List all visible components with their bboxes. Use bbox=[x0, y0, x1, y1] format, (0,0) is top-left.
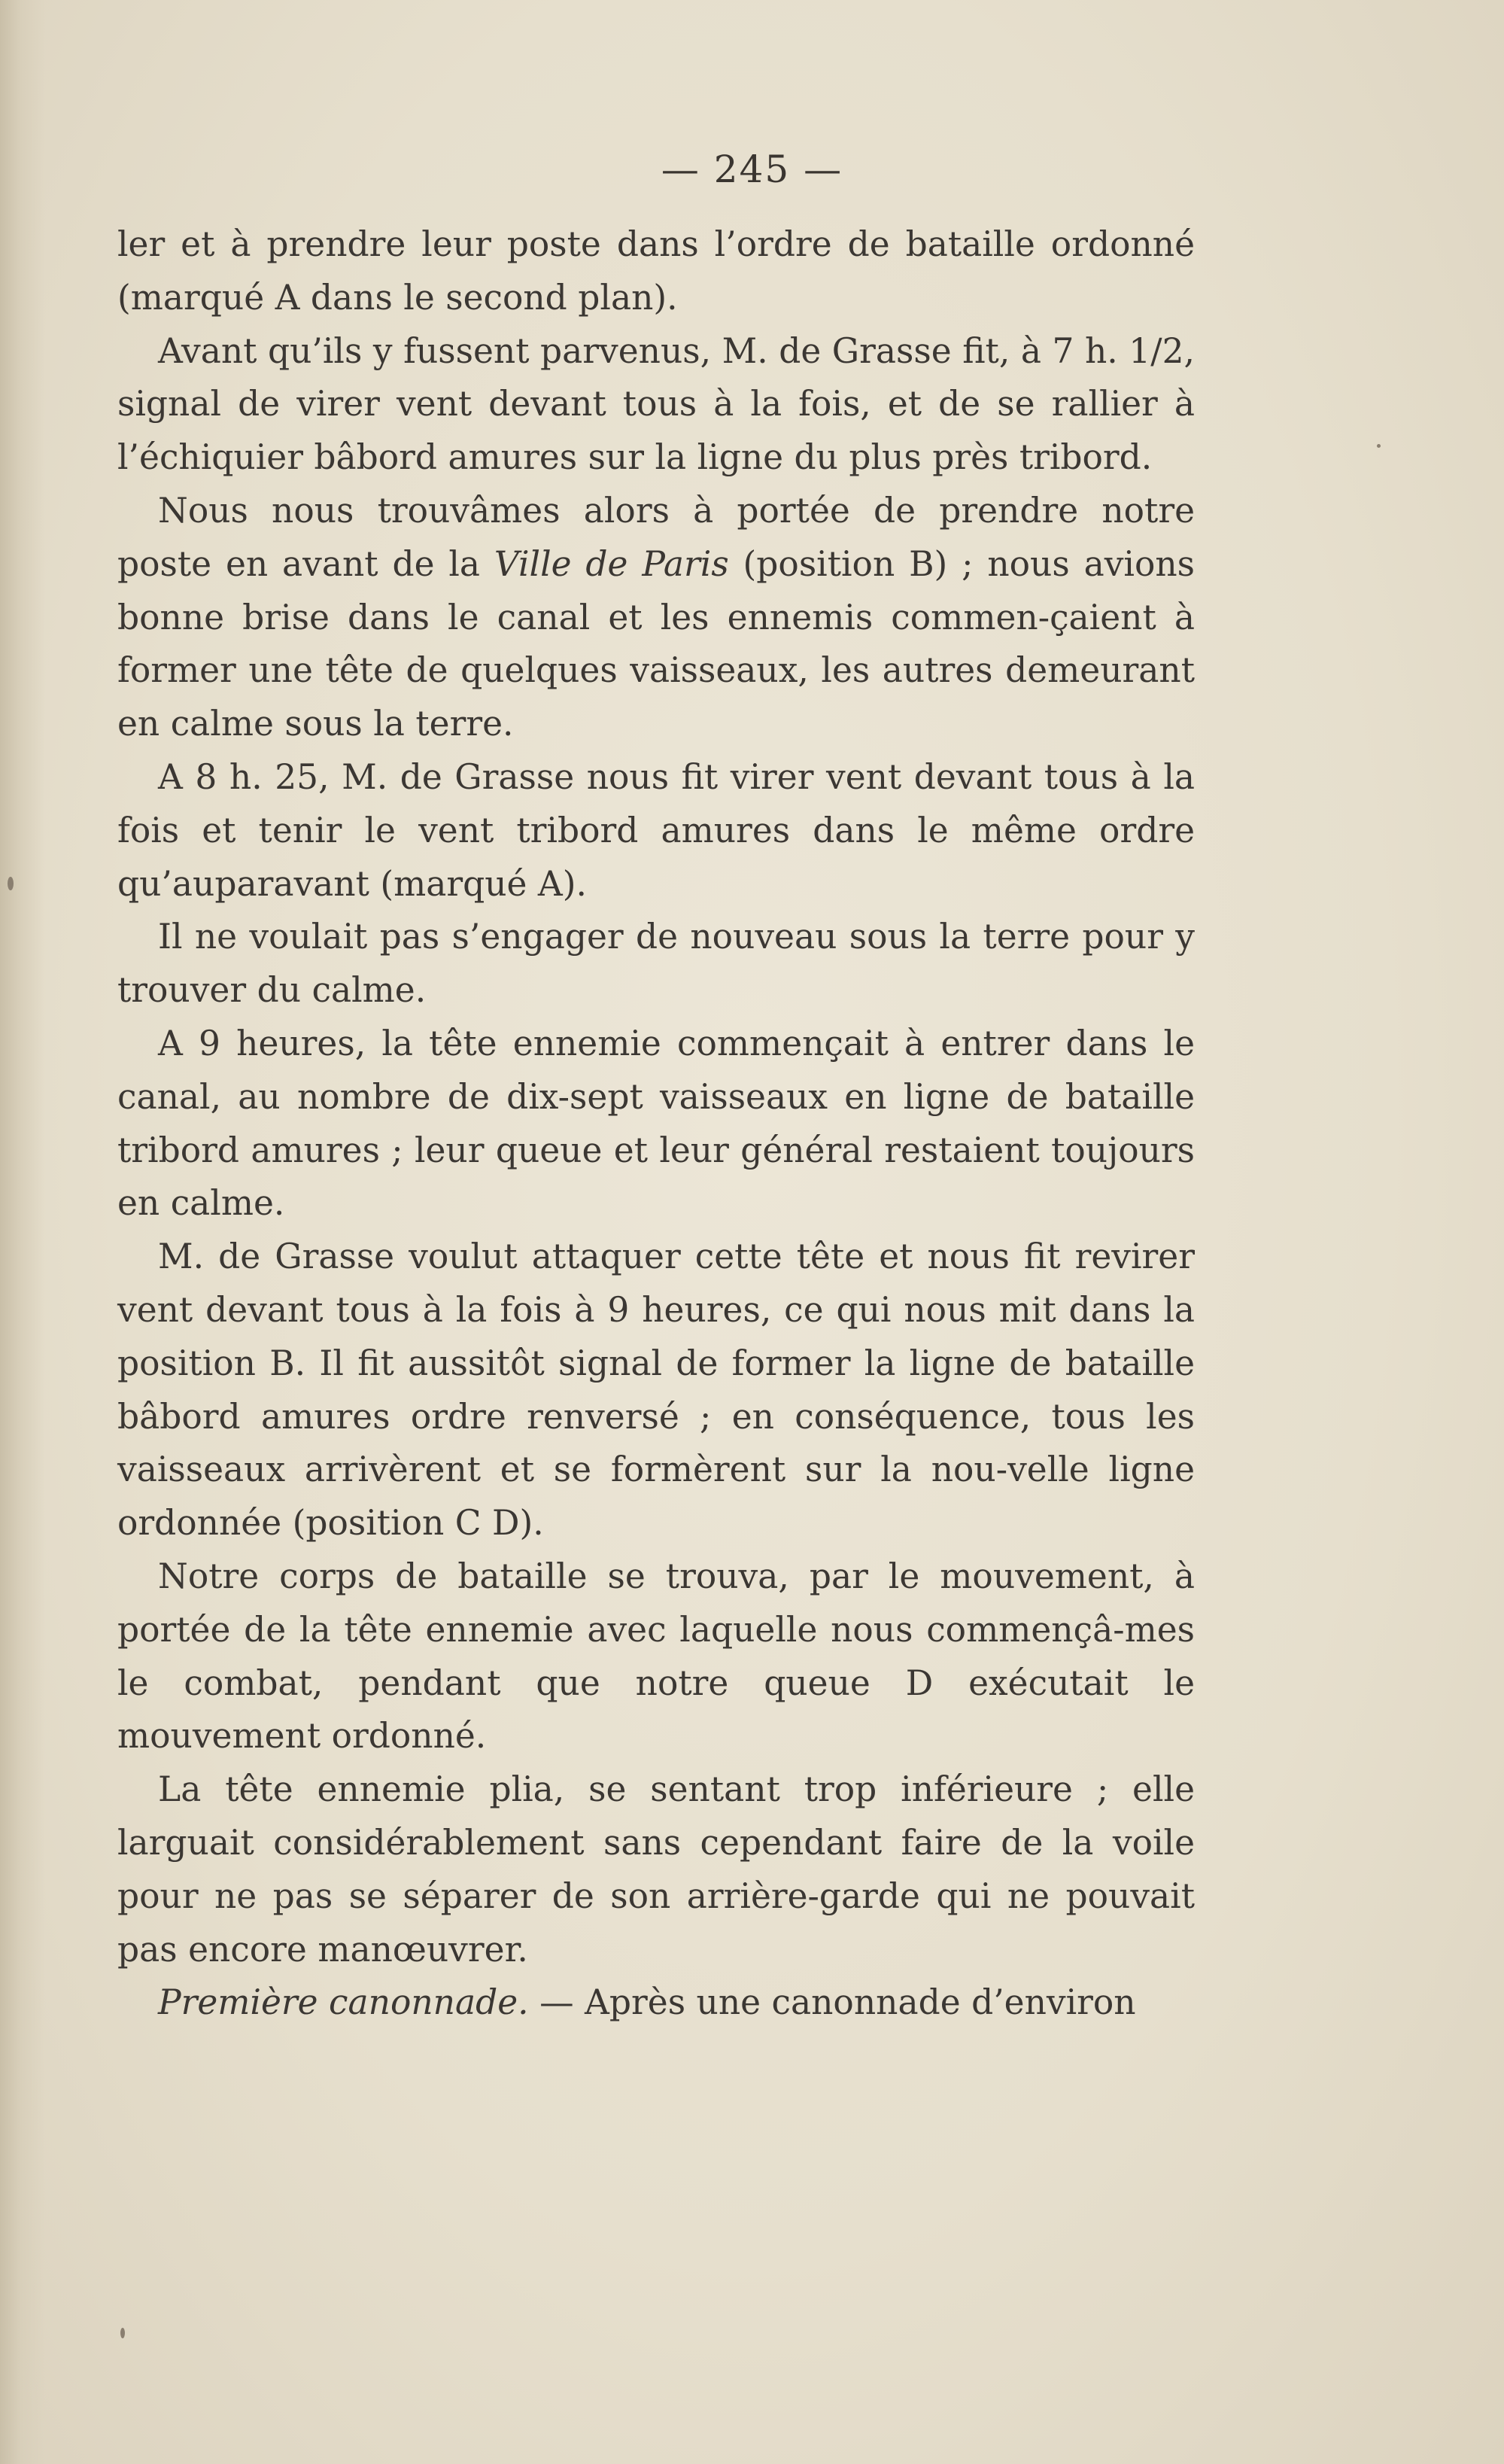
paragraph: A 8 h. 25, M. de Grasse nous fit virer vent devant tous à la fois et tenir le vent tribord amures dans le même ordre qu’auparavant (marqué A). bbox=[117, 756, 1195, 904]
paragraph bbox=[117, 485, 1195, 751]
paragraph: A 9 heures, la tête ennemie commençait à entrer dans le canal, au nombre de dix-sept vaisseaux en ligne de bataille tribord amures ; leur queue et leur général restaient toujours en calme. bbox=[117, 1023, 1195, 1224]
paragraph: Il ne voulait pas s’engager de nouveau sous la terre pour y trouver du calme. bbox=[117, 917, 1195, 1011]
paragraph-text: — Après une canonnade d’environ bbox=[528, 1982, 1136, 2023]
page-number: — 245 — bbox=[661, 148, 843, 191]
paragraph: La tête ennemie plia, se sentant trop inférieure ; elle larguait considérablement sans cependant faire de la voile pour ne pas se séparer de son arrière-garde qui ne pouvait pas encore manœuvrer. bbox=[117, 1769, 1195, 1970]
paragraph: Avant qu’ils y fussent parvenus, M. de Grasse fit, à 7 h. 1/2, signal de virer vent devant tous à la fois, et de se rallier à l’échiquier bâbord amures sur la ligne du plus près tribord. bbox=[117, 330, 1195, 478]
body-text bbox=[117, 218, 1195, 2030]
paragraph-text: (position B) ; nous avions bonne brise dans le canal et les ennemis commen-çaient à former une tête de quelques vaisseaux, les autres demeurant en calme sous la terre. bbox=[117, 543, 1196, 744]
paper-speck bbox=[1377, 444, 1381, 448]
paragraph-text: Nous nous trouvâmes alors à portée de prendre notre poste en avant de la bbox=[117, 490, 1195, 584]
spine-shadow bbox=[0, 0, 45, 2464]
paragraph: ler et à prendre leur poste dans l’ordre de bataille ordonné (marqué A dans le second plan). bbox=[117, 224, 1195, 318]
paragraph: M. de Grasse voulut attaquer cette tête et nous fit revirer vent devant tous à la fois à 9 heures, ce qui nous mit dans la position B. Il fit aussitôt signal de former la ligne de bataille bâbord amures ordre renversé ; en conséquence, tous les vaisseaux arrivèrent et se formèrent sur la nou-velle ligne ordonnée (position C D). bbox=[117, 1237, 1195, 1544]
paper-speck bbox=[120, 2328, 125, 2338]
ship-name: Ville de Paris bbox=[494, 543, 729, 584]
paragraph: Notre corps de bataille se trouva, par le mouvement, à portée de la tête ennemie avec laquelle nous commençâ-mes le combat, pendant que notre queue D exécutait le mouvement ordonné. bbox=[117, 1556, 1195, 1757]
section-heading: Première canonnade. bbox=[158, 1982, 529, 2023]
paper-speck bbox=[8, 877, 14, 890]
paragraph bbox=[117, 1976, 1195, 2030]
